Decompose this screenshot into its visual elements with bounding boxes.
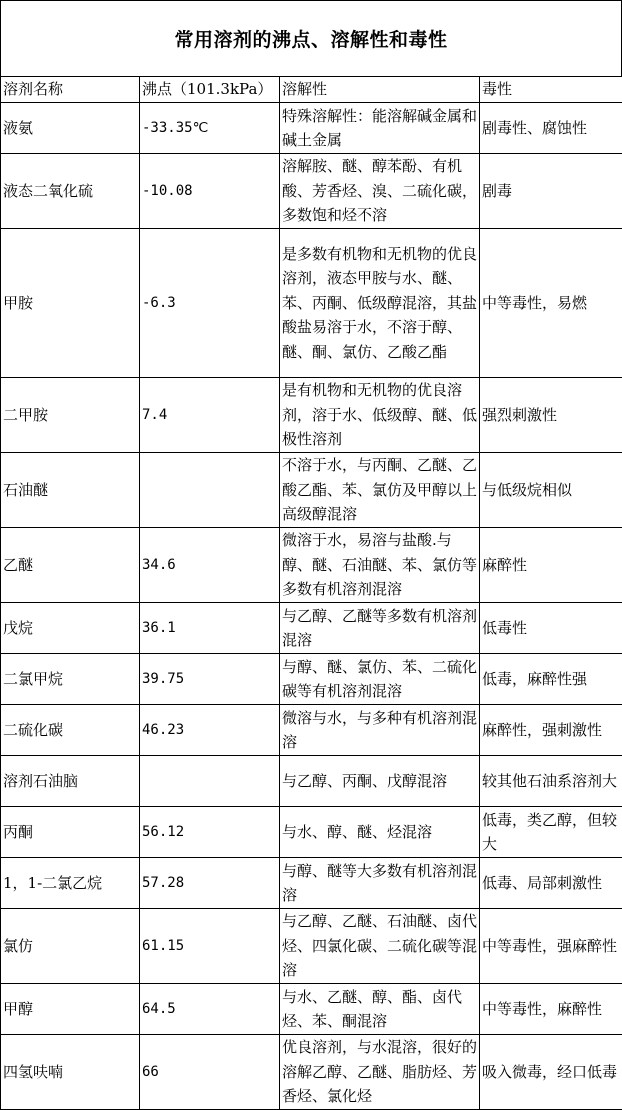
toxicity: 与低级烷相似 xyxy=(480,453,622,528)
table-row xyxy=(1,154,622,229)
boiling-point: 39.75 xyxy=(140,654,280,705)
toxicity: 低毒，类乙醇，但较大 xyxy=(480,807,622,858)
table-row xyxy=(1,603,622,654)
solvent-name: 甲醇 xyxy=(1,984,140,1035)
toxicity: 吸入微毒，经口低毒 xyxy=(480,1035,622,1110)
boiling-point: 61.15 xyxy=(140,909,280,984)
solvent-table xyxy=(0,76,622,1110)
boiling-point: 7.4 xyxy=(140,378,280,453)
toxicity: 低毒、局部刺激性 xyxy=(480,858,622,909)
header-name: 溶剂名称 xyxy=(1,77,140,103)
solubility: 优良溶剂，与水混溶，很好的溶解乙醇、乙醚、脂肪烃、芳香烃、氯化烃 xyxy=(280,1035,480,1110)
solvent-name: 液氨 xyxy=(1,103,140,154)
table-row xyxy=(1,909,622,984)
toxicity: 中等毒性，麻醉性 xyxy=(480,984,622,1035)
toxicity: 较其他石油系溶剂大 xyxy=(480,756,622,807)
solvent-name: 氯仿 xyxy=(1,909,140,984)
solubility: 与醇、醚等大多数有机溶剂混溶 xyxy=(280,858,480,909)
solvent-name: 四氢呋喃 xyxy=(1,1035,140,1110)
solubility: 微溶于水，易溶与盐酸.与醇、醚、石油醚、苯、氯仿等多数有机溶剂混溶 xyxy=(280,528,480,603)
solvent-name: 二硫化碳 xyxy=(1,705,140,756)
table-row xyxy=(1,807,622,858)
boiling-point: 66 xyxy=(140,1035,280,1110)
table-header-row xyxy=(1,77,622,103)
toxicity: 麻醉性 xyxy=(480,528,622,603)
solvent-name: 丙酮 xyxy=(1,807,140,858)
toxicity: 低毒性 xyxy=(480,603,622,654)
solubility: 不溶于水，与丙酮、乙醚、乙酸乙酯、苯、氯仿及甲醇以上高级醇混溶 xyxy=(280,453,480,528)
boiling-point: -33.35℃ xyxy=(140,103,280,154)
header-boiling-point: 沸点（101.3kPa） xyxy=(140,77,280,103)
table-row xyxy=(1,378,622,453)
solubility: 是有机物和无机物的优良溶剂，溶于水、低级醇、醚、低极性溶剂 xyxy=(280,378,480,453)
table-row xyxy=(1,528,622,603)
header-toxicity: 毒性 xyxy=(480,77,622,103)
page-title: 常用溶剂的沸点、溶解性和毒性 xyxy=(0,25,622,52)
toxicity: 剧毒 xyxy=(480,154,622,229)
boiling-point: 56.12 xyxy=(140,807,280,858)
solubility: 与乙醇、丙酮、戊醇混溶 xyxy=(280,756,480,807)
boiling-point: 64.5 xyxy=(140,984,280,1035)
solubility: 与水、乙醚、醇、酯、卤代烃、苯、酮混溶 xyxy=(280,984,480,1035)
solubility: 溶解胺、醚、醇苯酚、有机酸、芳香烃、溴、二硫化碳，多数饱和烃不溶 xyxy=(280,154,480,229)
table-row xyxy=(1,103,622,154)
table-row xyxy=(1,858,622,909)
solvent-name: 二氯甲烷 xyxy=(1,654,140,705)
solvent-name: 二甲胺 xyxy=(1,378,140,453)
solvent-name: 石油醚 xyxy=(1,453,140,528)
solvent-name: 甲胺 xyxy=(1,229,140,378)
solubility: 特殊溶解性：能溶解碱金属和碱土金属 xyxy=(280,103,480,154)
solubility: 与水、醇、醚、烃混溶 xyxy=(280,807,480,858)
solubility: 与乙醇、乙醚、石油醚、卤代烃、四氯化碳、二硫化碳等混溶 xyxy=(280,909,480,984)
solubility: 是多数有机物和无机物的优良溶剂，液态甲胺与水、醚、苯、丙酮、低级醇混溶，其盐酸盐易溶于水，不溶于醇、醚、酮、氯仿、乙酸乙酯 xyxy=(280,229,480,378)
toxicity: 低毒，麻醉性强 xyxy=(480,654,622,705)
boiling-point: 36.1 xyxy=(140,603,280,654)
table-row xyxy=(1,453,622,528)
boiling-point xyxy=(140,756,280,807)
solubility: 与醇、醚、氯仿、苯、二硫化碳等有机溶剂混溶 xyxy=(280,654,480,705)
solubility: 微溶与水，与多种有机溶剂混溶 xyxy=(280,705,480,756)
table-row xyxy=(1,229,622,378)
toxicity: 剧毒性、腐蚀性 xyxy=(480,103,622,154)
toxicity: 强烈刺激性 xyxy=(480,378,622,453)
table-row xyxy=(1,756,622,807)
boiling-point: -10.08 xyxy=(140,154,280,229)
solvent-name: 液态二氧化硫 xyxy=(1,154,140,229)
table-row xyxy=(1,705,622,756)
boiling-point: 46.23 xyxy=(140,705,280,756)
solvent-name: 溶剂石油脑 xyxy=(1,756,140,807)
boiling-point: 57.28 xyxy=(140,858,280,909)
solvent-name: 1，1-二氯乙烷 xyxy=(1,858,140,909)
table-row xyxy=(1,654,622,705)
toxicity: 中等毒性，强麻醉性 xyxy=(480,909,622,984)
boiling-point: 34.6 xyxy=(140,528,280,603)
table-row xyxy=(1,984,622,1035)
solvent-name: 戊烷 xyxy=(1,603,140,654)
toxicity: 麻醉性，强刺激性 xyxy=(480,705,622,756)
boiling-point: -6.3 xyxy=(140,229,280,378)
toxicity: 中等毒性，易燃 xyxy=(480,229,622,378)
header-solubility: 溶解性 xyxy=(280,77,480,103)
solubility: 与乙醇、乙醚等多数有机溶剂混溶 xyxy=(280,603,480,654)
table-row xyxy=(1,1035,622,1110)
solvent-name: 乙醚 xyxy=(1,528,140,603)
boiling-point xyxy=(140,453,280,528)
